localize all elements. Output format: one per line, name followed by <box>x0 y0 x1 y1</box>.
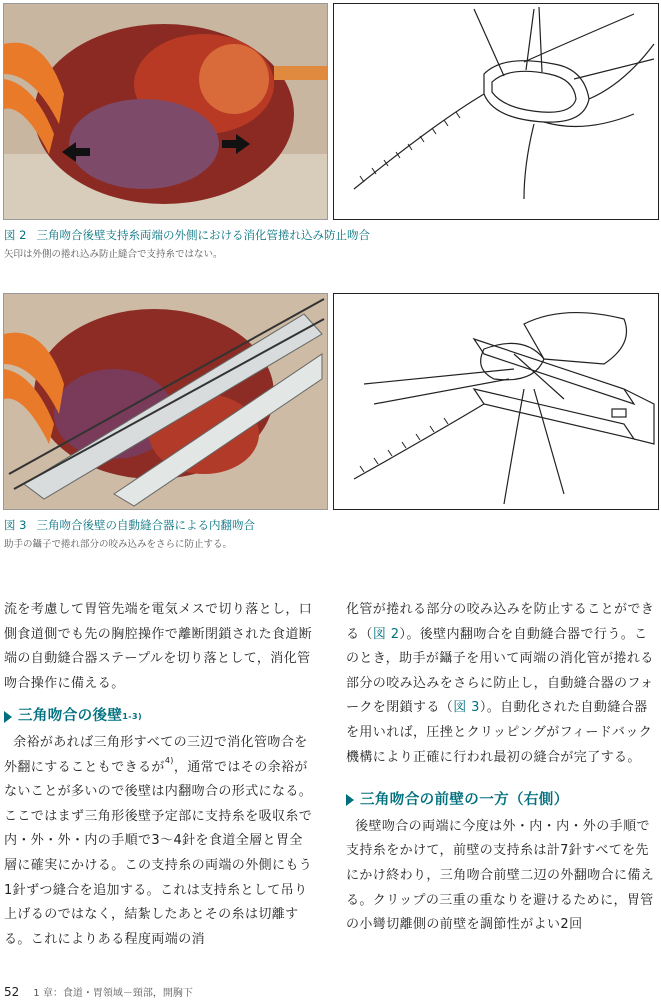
right-paragraph-1-text-c: ）。自動化された自動縫合器を用いれば，圧挫とクリッピングがフィードバック機構により正確に行われ最初の縫合が完了する。 <box>346 700 653 765</box>
triangle-bullet-icon <box>4 711 12 723</box>
page-footer <box>4 984 193 999</box>
right-paragraph-1 <box>346 598 658 770</box>
left-paragraph-2-text-a: 余裕があれば三角形すべての三辺で消化管吻合を外翻にすることもできるが <box>4 734 308 775</box>
right-paragraph-2-text: 後壁吻合の両端に今度は外・内・内・外の手順で支持糸をかけて，前壁の支持糸は計7針すべてを先にかけ終わり，三角吻合前壁二辺の外翻吻合に備える。クリップの三重の重なりを避けるために，胃管の小彎切離側の前壁を調節性がよい2回 <box>346 818 655 933</box>
figure-3-photo <box>3 293 328 510</box>
figure-3-reference: 図 3 <box>453 700 480 716</box>
heading-text: 三角吻合の前壁の一方（右側） <box>360 792 569 809</box>
figure-2-reference: 図 2 <box>372 626 400 642</box>
figure-2-note: 矢印は外側の捲れ込み防止縫合で支持糸ではない。 <box>4 249 223 260</box>
chapter-title: 1 章：食道・胃領域－頸部，開胸下 <box>33 988 193 999</box>
figure-2-caption <box>4 227 370 243</box>
figure-2-photo <box>3 3 328 220</box>
figure-3-title: 三角吻合後壁の自動縫合器による内翻吻合 <box>36 518 255 532</box>
citation-4: 4) <box>164 755 174 765</box>
figure-3-caption <box>4 517 255 533</box>
heading-reference: 1-3) <box>122 711 143 721</box>
figure-3-number: 図 3 <box>4 518 27 532</box>
figure-2-number: 図 2 <box>4 228 27 242</box>
left-paragraph-2-text-b: ，通常ではその余裕がないことが多いので後壁は内翻吻合の形式になる。ここではまず三角形後壁予定部に支持糸を吸収糸で内・外・外・内の手順で3～4針を食道全層と胃全層に確実にかける。この支持糸の両端の外側にもう1針ずつ縫合を追加する。これは支持糸として吊り上げるのではなく，結紮したあとその糸は切離する。これによりある程度両端の消 <box>4 759 313 947</box>
stapler-anastomosis-drawing <box>334 294 658 509</box>
right-paragraph-1-text-a: 化管が捲れる部分の咬み込みを防止することができる（ <box>346 602 655 642</box>
body-right-column <box>346 598 658 938</box>
right-paragraph-1-text-b: ）。後壁内翻吻合を自動縫合器で行う。このとき，助手が鑷子を用いて両端の消化管が捲れる部分の咬み込みをさらに防止し，自動縫合器のフォークを閉鎖する（ <box>346 626 654 716</box>
figure-3-note: 助手の鑷子で捲れ部分の咬み込みをさらに防止する。 <box>4 539 233 550</box>
right-paragraph-2 <box>346 815 658 938</box>
left-paragraph-1: 流を考慮して胃管先端を電気メスで切り落とし，口側食道側でも先の胸腔操作で離断閉鎖された食道断端の自動縫合器ステープルを切り落として，消化管吻合操作に備える。 <box>4 602 313 691</box>
anastomosis-drawing <box>334 4 658 219</box>
left-paragraph-2 <box>4 731 316 952</box>
section-heading-anterior-wall <box>346 788 658 813</box>
surgical-stapler-photo-image <box>4 294 327 509</box>
figure-3-illustration <box>333 293 659 510</box>
triangle-bullet-icon <box>346 794 354 806</box>
page-number: 52 <box>4 985 20 999</box>
body-left-column <box>4 598 316 952</box>
figure-2-illustration <box>333 3 659 220</box>
heading-text: 三角吻合の後壁 <box>18 708 123 725</box>
surgical-photo-image <box>4 4 327 219</box>
section-heading-posterior-wall <box>4 704 316 729</box>
figure-2-title: 三角吻合後壁支持糸両端の外側における消化管捲れ込み防止吻合 <box>36 228 370 242</box>
